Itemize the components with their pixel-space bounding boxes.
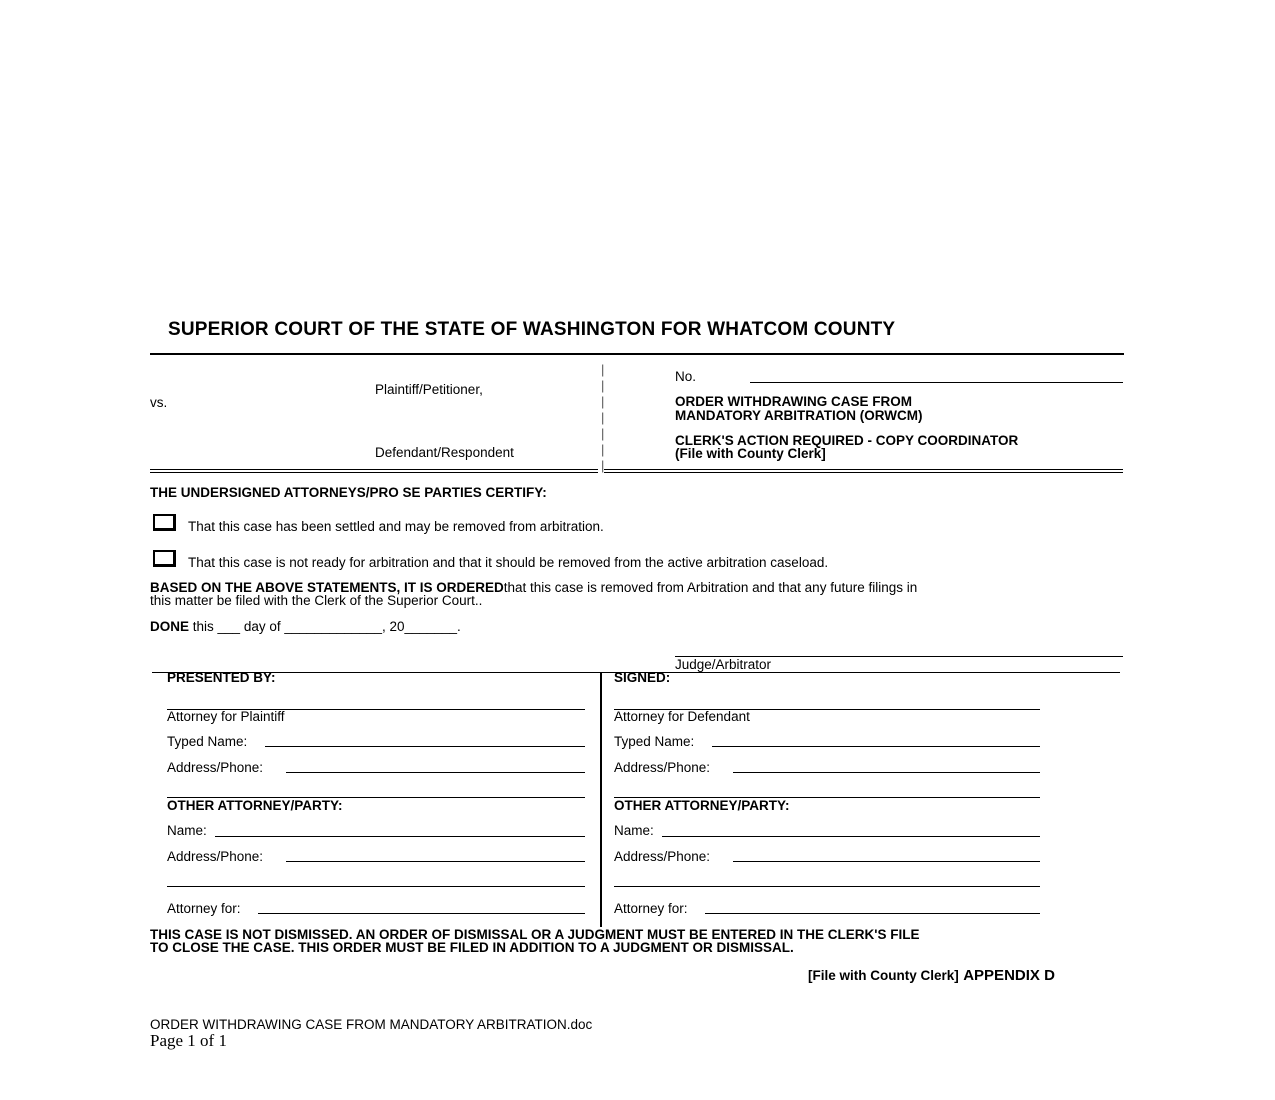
defendant-address-field[interactable] (733, 772, 1040, 773)
title-rule (150, 353, 1124, 355)
defendant-address-label: Address/Phone: (614, 760, 711, 775)
order-title-line1: ORDER WITHDRAWING CASE FROM (675, 394, 912, 409)
separator-mark: | (601, 442, 605, 457)
order-paragraph-line2: this matter be filed with the Clerk of the Superior Court.. (150, 593, 483, 608)
left-other-attorney-heading: OTHER ATTORNEY/PARTY: (167, 798, 343, 813)
clerk-action-line2: (File with County Clerk] (675, 446, 826, 461)
clerk-action-line1: CLERK'S ACTION REQUIRED - COPY COORDINATOR (675, 433, 1019, 448)
certify-heading: THE UNDERSIGNED ATTORNEYS/PRO SE PARTIES CERTIFY: (150, 485, 547, 500)
defendant-attorney-label: Attorney for Defendant (614, 709, 750, 724)
defendant-typed-name-field[interactable] (712, 746, 1040, 747)
defendant-typed-name-label: Typed Name: (614, 734, 695, 749)
left-other-address-field-2[interactable] (167, 886, 585, 887)
plaintiff-address-field[interactable] (286, 772, 585, 773)
caption-bottom-rule-right (604, 469, 1123, 473)
court-title: SUPERIOR COURT OF THE STATE OF WASHINGTON FOR WHATCOM COUNTY (168, 319, 896, 340)
plaintiff-typed-name-label: Typed Name: (167, 734, 248, 749)
left-other-name-field[interactable] (215, 836, 585, 837)
order-bold-lead: BASED ON THE ABOVE STATEMENTS, IT IS ORDERED (150, 580, 504, 595)
done-label: DONE (150, 619, 190, 634)
right-other-address-field-2[interactable] (614, 886, 1040, 887)
separator-mark: | (601, 426, 605, 441)
plaintiff-label: Plaintiff/Petitioner, (375, 382, 483, 397)
order-text: that this case is removed from Arbitration and that any future filings in (503, 580, 918, 595)
plaintiff-typed-name-field[interactable] (265, 746, 585, 747)
separator-mark: | (601, 410, 605, 425)
right-attorney-for-field[interactable] (705, 913, 1040, 914)
right-other-name-field[interactable] (662, 836, 1040, 837)
right-other-address-field[interactable] (733, 861, 1040, 862)
plaintiff-attorney-label: Attorney for Plaintiff (167, 709, 285, 724)
left-other-address-field[interactable] (286, 861, 585, 862)
done-line (150, 619, 461, 634)
settled-option-text: That this case has been settled and may be removed from arbitration. (188, 519, 604, 534)
left-attorney-for-label: Attorney for: (167, 901, 241, 916)
vs-label: vs. (150, 395, 168, 410)
left-other-address-label: Address/Phone: (167, 849, 264, 864)
separator-mark: | (601, 394, 605, 409)
signature-divider (600, 672, 602, 927)
right-other-address-label: Address/Phone: (614, 849, 711, 864)
right-other-attorney-heading: OTHER ATTORNEY/PARTY: (614, 798, 790, 813)
footer-filename: ORDER WITHDRAWING CASE FROM MANDATORY ARBITRATION.doc (150, 1017, 593, 1032)
order-title-line2: MANDATORY ARBITRATION (ORWCM) (675, 408, 923, 423)
separator-mark: | (601, 378, 605, 393)
presented-by-heading: PRESENTED BY: (167, 670, 276, 685)
notice-line1: THIS CASE IS NOT DISMISSED. AN ORDER OF DISMISSAL OR A JUDGMENT MUST BE ENTERED IN THE CLERK'S FILE (150, 927, 920, 942)
settled-checkbox[interactable] (153, 514, 176, 531)
not-ready-option-text: That this case is not ready for arbitration and that it should be removed from the active arbitration caseload. (188, 555, 829, 570)
not-ready-checkbox[interactable] (153, 550, 176, 567)
right-other-name-label: Name: (614, 823, 654, 838)
notice-line2: TO CLOSE THE CASE. THIS ORDER MUST BE FILED IN ADDITION TO A JUDGMENT OR DISMISSAL. (150, 940, 794, 955)
defendant-label: Defendant/Respondent (375, 445, 514, 460)
case-number-field[interactable] (750, 382, 1123, 383)
left-attorney-for-field[interactable] (258, 913, 585, 914)
left-other-name-label: Name: (167, 823, 207, 838)
case-number-label: No. (675, 369, 697, 384)
appendix-label: APPENDIX D (963, 967, 1055, 984)
plaintiff-address-label: Address/Phone: (167, 760, 264, 775)
separator-mark: | (601, 458, 605, 473)
appendix-file-note: [File with County Clerk] (808, 968, 959, 983)
judge-label: Judge/Arbitrator (675, 657, 772, 672)
footer-page-number: Page 1 of 1 (150, 1031, 227, 1050)
appendix-block (808, 967, 1055, 985)
separator-mark: | (601, 362, 605, 377)
caption-bottom-rule-left (150, 469, 598, 473)
right-attorney-for-label: Attorney for: (614, 901, 688, 916)
signed-heading: SIGNED: (614, 670, 671, 685)
done-date-text: this ___ day of _____________, 20_______. (192, 619, 461, 634)
